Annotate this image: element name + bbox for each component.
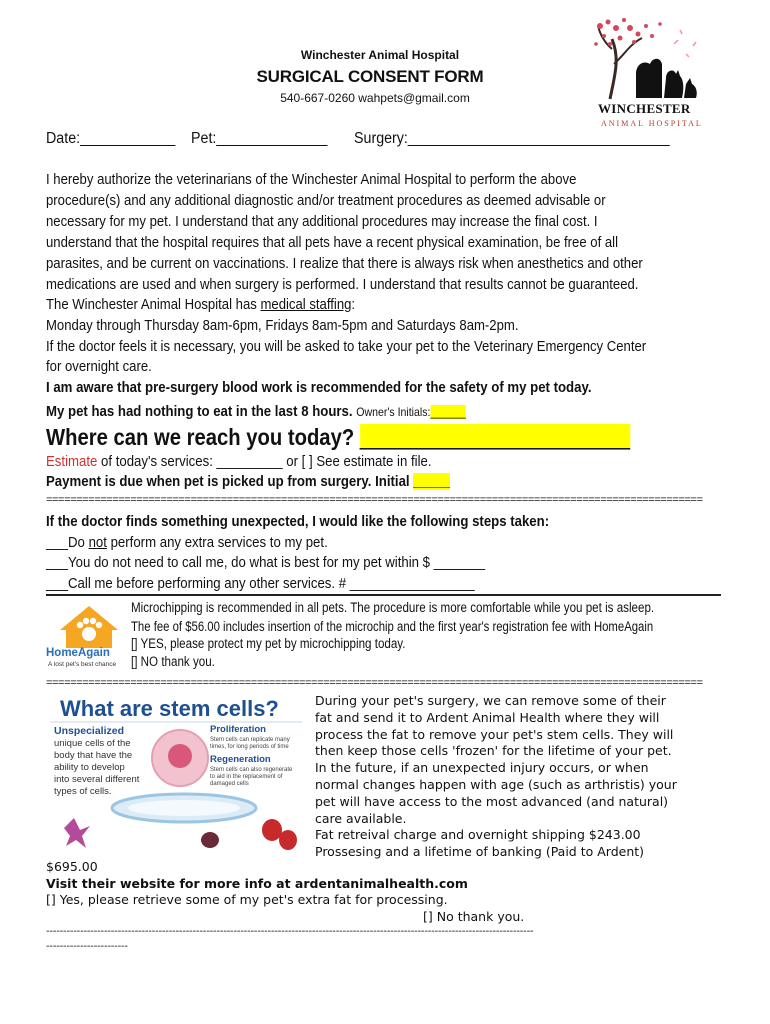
stem-line: then keep those cells 'frozen' for the lifetime of your pet. <box>315 743 672 759</box>
reach-line <box>46 424 630 451</box>
stem-left-text: ability to develop <box>54 762 125 773</box>
staffing-prefix: The Winchester Animal Hospital has <box>46 296 261 313</box>
regen-text: Stem cells can also regenerate <box>210 767 293 773</box>
emergency-line: If the doctor feels it is necessary, you will be asked to take your pet to the Veterinary Emergency Center <box>46 338 647 355</box>
stem-line: pet will have access to the most advanced (and natural) <box>315 793 669 809</box>
dashed-divider: ------------------------ <box>46 941 128 952</box>
option-not: not <box>88 534 107 551</box>
stem-fee-line: Fat retreival charge and overnight shipping $243.00 <box>315 827 641 843</box>
consent-line: parasites, and be current on vaccinations. I realize that there is always risk when anesthetics and other <box>46 255 643 272</box>
medical-staffing-link[interactable]: medical staffing <box>260 296 352 313</box>
estimate-text[interactable]: of today's services: _________ or [ ] See estimate in file. <box>97 453 432 470</box>
unexpected-heading: If the doctor finds something unexpected, I would like the following steps taken: <box>46 513 550 530</box>
prolif-text: times, for long periods of time <box>210 744 289 750</box>
stem-website: Visit their website for more info at ardentanimalhealth.com <box>46 876 468 891</box>
reach-phone-field[interactable]: ________________________ <box>359 424 630 450</box>
consent-line: understand that the hospital requires that all pets have a recent physical examination, be free of all <box>46 234 619 251</box>
surgery-field[interactable]: Surgery:_________________________________ <box>354 130 670 147</box>
hours-line: Monday through Thursday 8am-6pm, Fridays 8am-5pm and Saturdays 8am-2pm. <box>46 317 519 334</box>
stem-line: During your pet's surgery, we can remove some of their <box>315 693 666 708</box>
stem-price: $695.00 <box>46 859 98 874</box>
pet-field[interactable]: Pet:______________ <box>191 130 328 147</box>
prolif-heading: Proliferation <box>210 724 266 735</box>
stem-line: care available. <box>315 810 407 826</box>
option-call-me[interactable]: ___Call me before performing any other services. # _________________ <box>46 575 475 592</box>
regen-heading: Regeneration <box>210 754 271 765</box>
payment-initial-field[interactable]: _____ <box>413 473 450 490</box>
fasting-text: My pet has had nothing to eat in the last 8 hours. <box>46 403 353 420</box>
option-do-not-perform[interactable] <box>46 534 328 551</box>
stem-left-text: unique cells of the <box>54 738 131 749</box>
hospital-name: Winchester Animal Hospital <box>300 48 460 62</box>
contact-info: 540-667-0260 wahpets@gmail.com <box>280 91 470 105</box>
initials-label: Owner's Initials: <box>356 405 431 419</box>
stem-fee-line: Prossesing and a lifetime of banking (Paid to Ardent) <box>315 844 645 860</box>
staffing-line <box>46 296 355 313</box>
microchip-line: The fee of $56.00 includes insertion of the microchip and the first year's registration fee with HomeAgain <box>131 619 654 634</box>
homeagain-brand: HomeAgain <box>46 647 110 659</box>
form-title: SURGICAL CONSENT FORM <box>256 67 484 86</box>
consent-line: medications are used and when surgery is performed. I understand that results cannot be guaranteed. <box>46 276 639 293</box>
prolif-text: Stem cells can replicate many <box>210 737 290 743</box>
microchip-yes-option[interactable]: [] YES, please protect my pet by microchipping today. <box>131 636 406 651</box>
stem-line: normal changes happen with age (such as arthristis) your <box>315 776 677 792</box>
bloodwork-notice: I am aware that pre-surgery blood work is recommended for the safety of my pet today. <box>46 379 592 396</box>
regen-text: damaged cells <box>210 781 249 787</box>
regen-text: to aid in the replacement of <box>210 774 283 780</box>
dashed-divider: ----------------------------------------------------------------------------------------------------------------------------------------------- <box>46 926 534 937</box>
staffing-suffix: : <box>351 296 356 313</box>
date-field[interactable]: Date:____________ <box>46 130 176 147</box>
payment-line <box>46 473 450 490</box>
payment-text: Payment is due when pet is picked up from surgery. Initial <box>46 473 414 490</box>
stem-line: In the future, if an unexpected injury occurs, or when <box>315 760 649 776</box>
stem-paragraph <box>315 693 677 861</box>
option-best-within[interactable]: ___You do not need to call me, do what is best for my pet within $ _______ <box>46 554 486 571</box>
microchip-line: Microchipping is recommended in all pets. The procedure is more comfortable while you pet is asleep. <box>131 600 655 615</box>
stem-yes-option[interactable]: [] Yes, please retrieve some of my pet's extra fat for processing. <box>46 892 448 907</box>
consent-line: I hereby authorize the veterinarians of the Winchester Animal Hospital to perform the above <box>46 171 577 188</box>
reach-question: Where can we reach you today? <box>46 424 355 450</box>
stem-line: fat and send it to Ardent Animal Health where they will <box>315 709 660 725</box>
stem-left-text: types of cells. <box>54 786 112 797</box>
stem-cell-infographic <box>44 690 308 858</box>
stem-line: process the fat to remove your pet's stem cells. They will <box>315 726 674 742</box>
estimate-word: Estimate <box>46 453 98 470</box>
separator: ============================================================================================================= <box>46 494 703 506</box>
homeagain-tagline: A lost pet's best chance <box>48 661 117 668</box>
logo-subtitle: ANIMAL HOSPITAL <box>601 119 703 128</box>
stem-left-text: body that have the <box>54 750 133 761</box>
option-text: perform any extra services to my pet. <box>106 534 328 551</box>
option-prefix: ___Do <box>46 534 89 551</box>
stem-no-option[interactable]: [] No thank you. <box>423 909 525 924</box>
initials-field[interactable]: ______ <box>430 405 466 419</box>
microchip-no-option[interactable]: [] NO thank you. <box>131 654 215 669</box>
hospital-logo-icon <box>590 14 710 102</box>
stem-left-text: into several different <box>54 774 140 785</box>
logo-wordmark: WINCHESTER <box>598 101 691 116</box>
estimate-line <box>46 453 432 470</box>
emergency-line: for overnight care. <box>46 358 152 375</box>
section-rule <box>46 594 721 596</box>
consent-line: procedure(s) and any additional diagnostic and/or treatment procedures as deemed advisable or <box>46 192 606 209</box>
consent-line: necessary for my pet. I understand that any additional procedures may increase the final cost. I <box>46 213 598 230</box>
separator: ============================================================================================================= <box>46 677 703 689</box>
stem-left-heading: Unspecialized <box>54 725 125 737</box>
stem-title: What are stem cells? <box>60 696 279 721</box>
fasting-line <box>46 403 466 420</box>
